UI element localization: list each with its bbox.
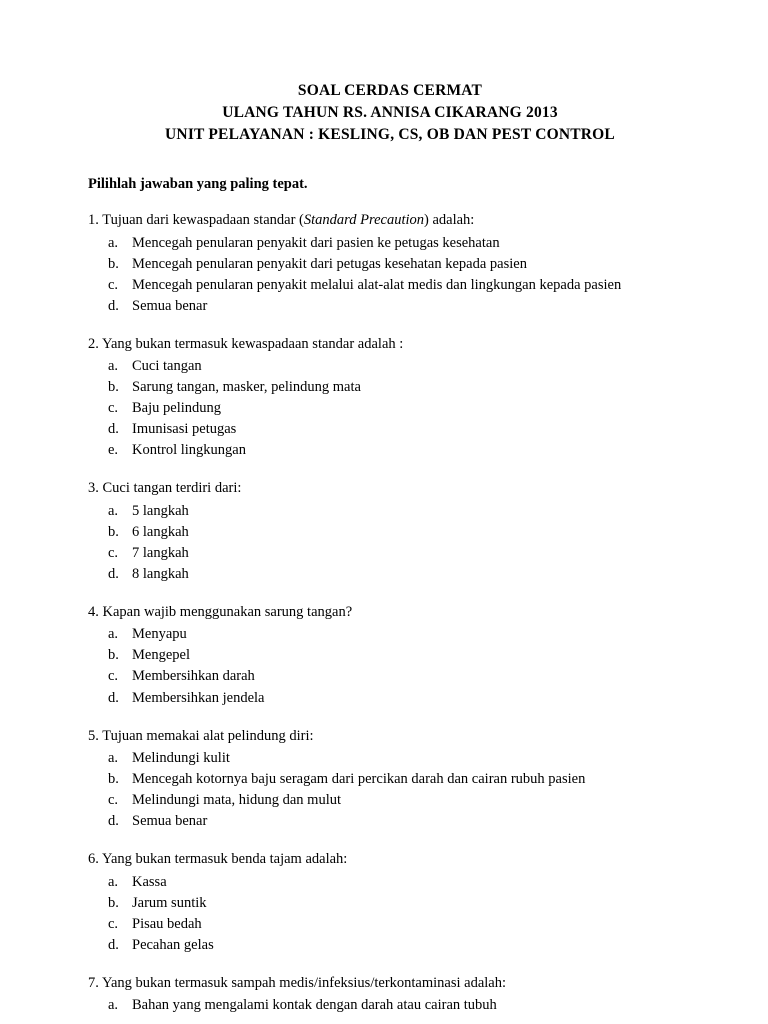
option-letter: d. [108, 565, 119, 582]
option-letter: d. [108, 689, 119, 706]
option-label: 5 langkah [132, 502, 189, 519]
option-label: Jarum suntik [132, 894, 207, 911]
option-list [88, 624, 692, 708]
option-label: 6 langkah [132, 523, 189, 540]
option-row[interactable] [88, 790, 692, 811]
option-list [88, 748, 692, 832]
question-number: 6. [88, 851, 99, 868]
question-number: 1. [88, 212, 99, 228]
option-row[interactable] [88, 935, 692, 956]
question-text [88, 211, 692, 231]
option-label: Baju pelindung [132, 400, 222, 417]
option-row[interactable] [88, 769, 692, 790]
option-letter: b. [108, 894, 119, 911]
option-label: Semua benar [132, 297, 208, 314]
question-text [88, 727, 692, 747]
question-item [88, 479, 692, 585]
option-row[interactable] [88, 543, 692, 564]
question-tail: ) adalah: [424, 212, 475, 228]
option-letter: c. [108, 915, 119, 932]
option-letter: e. [108, 442, 119, 459]
question-number: 7. [88, 974, 99, 991]
option-label: Pecahan gelas [132, 936, 214, 953]
option-row[interactable] [88, 872, 692, 893]
option-row[interactable] [88, 377, 692, 398]
document-title [88, 80, 692, 146]
question-text [88, 335, 692, 355]
title-line-1: SOAL CERDAS CERMAT [297, 82, 483, 99]
question-number: 5. [88, 727, 99, 744]
question-number: 3. [88, 480, 99, 497]
option-label: Cuci tangan [132, 358, 202, 375]
instruction-text: Pilihlah jawaban yang paling tepat. [88, 176, 308, 192]
option-letter: d. [108, 297, 119, 314]
option-letter: b. [108, 523, 119, 540]
option-letter: a. [108, 626, 119, 643]
question-body: Yang bukan termasuk kewaspadaan standar adalah : [101, 335, 404, 352]
option-row[interactable] [88, 748, 692, 769]
option-row[interactable] [88, 275, 692, 296]
option-label: Mencegah kotornya baju seragam dari percikan darah dan cairan rubuh pasien [132, 771, 586, 788]
option-label: Mengepel [132, 647, 190, 664]
option-row[interactable] [88, 666, 692, 687]
option-row[interactable] [88, 356, 692, 377]
option-letter: c. [108, 400, 119, 417]
option-label: Sarung tangan, masker, pelindung mata [132, 379, 361, 396]
option-letter: b. [108, 771, 119, 788]
option-label: Melindungi mata, hidung dan mulut [132, 792, 342, 809]
question-body: Yang bukan termasuk sampah medis/infeksius/terkontaminasi adalah: [101, 974, 507, 991]
option-label: 8 langkah [132, 565, 189, 582]
option-list [88, 872, 692, 956]
option-row[interactable] [88, 624, 692, 645]
option-row[interactable] [88, 254, 692, 275]
option-label: Membersihkan jendela [132, 689, 265, 706]
question-text [88, 479, 692, 499]
question-item [88, 335, 692, 462]
title-line-3: UNIT PELAYANAN : KESLING, CS, OB DAN PEST CONTROL [165, 126, 615, 143]
option-letter: b. [108, 379, 119, 396]
option-letter: d. [108, 936, 119, 953]
option-label: Kontrol lingkungan [132, 442, 246, 459]
question-item [88, 850, 692, 956]
option-label: Menyapu [132, 626, 187, 643]
questions-list [88, 211, 692, 1016]
option-row[interactable] [88, 645, 692, 666]
option-label: Melindungi kulit [132, 750, 230, 767]
option-label: Membersihkan darah [132, 668, 255, 685]
option-letter: a. [108, 358, 119, 375]
option-label: Pisau bedah [132, 915, 202, 932]
option-letter: d. [108, 813, 119, 830]
option-row[interactable] [88, 398, 692, 419]
option-row[interactable] [88, 893, 692, 914]
option-row[interactable] [88, 564, 692, 585]
question-body: Tujuan memakai alat pelindung diri: [102, 727, 314, 744]
option-label: Bahan yang mengalami kontak dengan darah atau cairan tubuh [132, 997, 497, 1014]
option-list [88, 995, 692, 1016]
option-row[interactable] [88, 233, 692, 254]
question-body: Tujuan dari kewaspadaan standar ( [102, 212, 304, 228]
option-row[interactable] [88, 501, 692, 522]
option-row[interactable] [88, 419, 692, 440]
option-label: Mencegah penularan penyakit melalui alat-alat medis dan lingkungan kepada pasien [132, 276, 622, 293]
option-list [88, 501, 692, 585]
option-label: Mencegah penularan penyakit dari petugas kesehatan kepada pasien [132, 255, 527, 272]
question-item [88, 727, 692, 833]
option-row[interactable] [88, 296, 692, 317]
option-letter: c. [108, 276, 119, 293]
option-label: 7 langkah [132, 544, 189, 561]
question-text [88, 974, 692, 994]
option-row[interactable] [88, 914, 692, 935]
option-letter: c. [108, 792, 119, 809]
title-line-2: ULANG TAHUN RS. ANNISA CIKARANG 2013 [222, 104, 558, 121]
question-text [88, 850, 692, 870]
option-letter: b. [108, 647, 119, 664]
question-italic: Standard Precaution [303, 212, 425, 228]
option-row[interactable] [88, 440, 692, 461]
question-item [88, 603, 692, 709]
option-list [88, 233, 692, 317]
question-item [88, 974, 692, 1017]
option-letter: d. [108, 421, 119, 438]
question-number: 4. [88, 603, 99, 620]
question-item [88, 211, 692, 317]
option-label: Semua benar [132, 813, 208, 830]
option-list [88, 356, 692, 461]
option-letter: b. [108, 255, 119, 272]
question-number: 2. [88, 335, 99, 352]
option-letter: a. [108, 873, 119, 890]
option-label: Mencegah penularan penyakit dari pasien ke petugas kesehatan [132, 234, 500, 251]
question-body: Kapan wajib menggunakan sarung tangan? [102, 603, 353, 620]
option-letter: a. [108, 997, 119, 1014]
option-row[interactable] [88, 522, 692, 543]
question-body: Yang bukan termasuk benda tajam adalah: [101, 851, 348, 868]
option-letter: c. [108, 544, 119, 561]
option-letter: a. [108, 234, 119, 251]
option-row[interactable] [88, 688, 692, 709]
option-row[interactable] [88, 811, 692, 832]
option-letter: a. [108, 750, 119, 767]
option-label: Kassa [132, 873, 167, 890]
option-letter: a. [108, 502, 119, 519]
question-text [88, 603, 692, 623]
option-letter: c. [108, 668, 119, 685]
option-label: Imunisasi petugas [132, 421, 237, 438]
question-body: Cuci tangan terdiri dari: [102, 480, 242, 497]
option-row[interactable] [88, 995, 692, 1016]
